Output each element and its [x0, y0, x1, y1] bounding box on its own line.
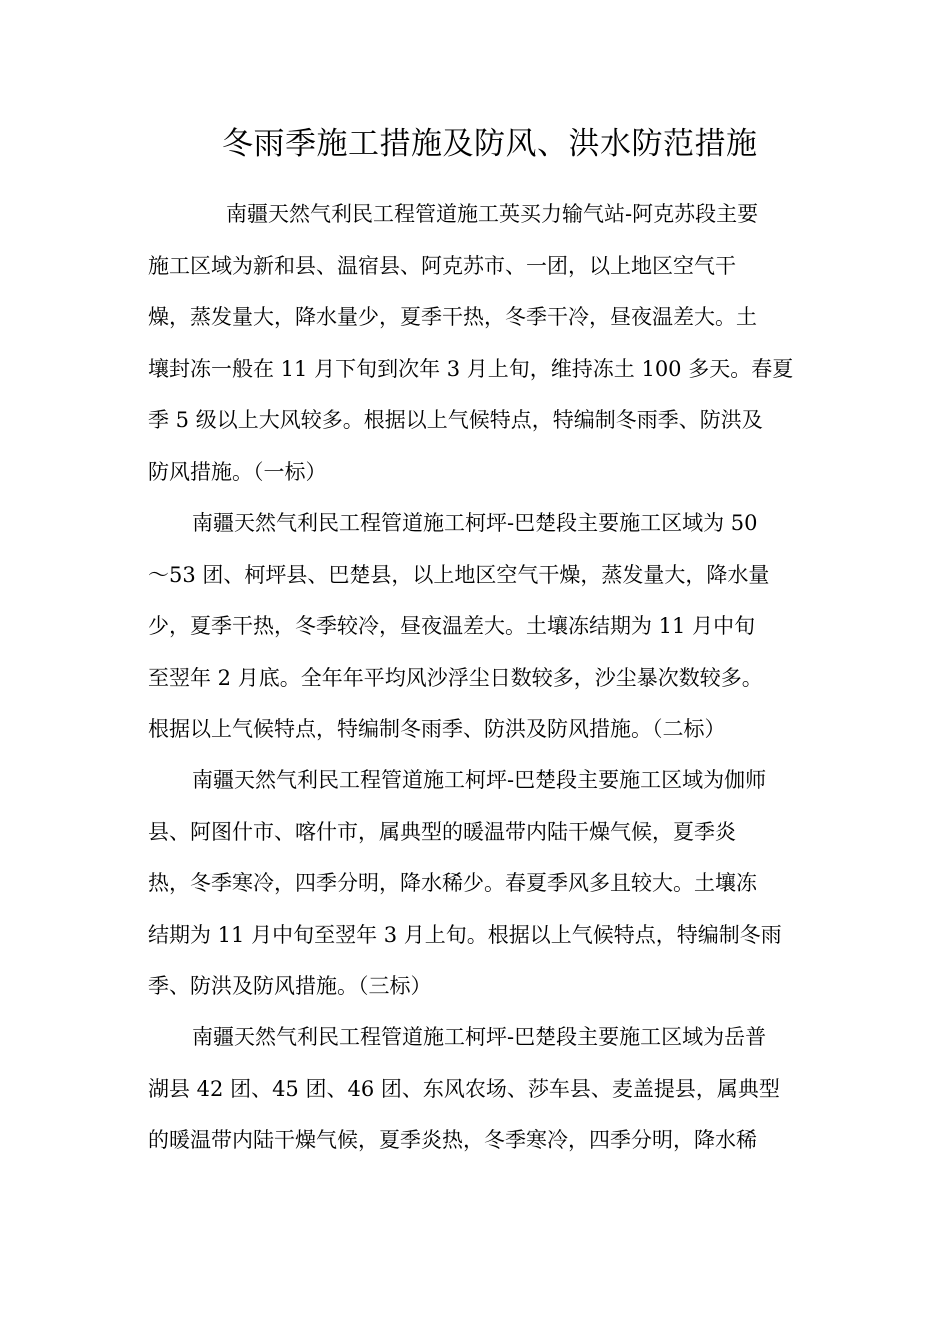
text-line: 燥，蒸发量大，降水量少，夏季干热，冬季干冷，昼夜温差大。土 [148, 305, 757, 329]
paragraph-section-4 [148, 1012, 808, 1167]
paragraph-section-1 [148, 189, 808, 498]
text-line: 湖县 42 团、45 团、46 团、东风农场、莎车县、麦盖提县，属典型 [148, 1076, 780, 1101]
text-line: 县、阿图什市、喀什市，属典型的暖温带内陆干燥气候，夏季炎 [148, 819, 736, 844]
text-line: 的暖温带内陆干燥气候，夏季炎热，冬季寒冷，四季分明，降水稀 [148, 1128, 757, 1152]
text-line: 南疆天然气利民工程管道施工柯坪-巴楚段主要施工区域为岳普 [192, 1025, 767, 1049]
text-line: 壤封冻一般在 11 月下旬到次年 3 月上旬，维持冻土 100 多天。春夏 [148, 356, 794, 381]
text-line: 季、防洪及防风措施。（三标） [148, 974, 432, 998]
text-line: 季 5 级以上大风较多。根据以上气候特点，特编制冬雨季、防洪及 [148, 408, 763, 432]
text-line: 南疆天然气利民工程管道施工英买力输气站-阿克苏段主要 [226, 202, 759, 226]
text-line: ～53 团、柯坪县、巴楚县，以上地区空气干燥，蒸发量大，降水量 [148, 562, 770, 587]
text-line: 热，冬季寒冷，四季分明，降水稀少。春夏季风多且较大。土壤冻 [148, 871, 757, 895]
text-line: 南疆天然气利民工程管道施工柯坪-巴楚段主要施工区域为伽师 [192, 768, 767, 792]
text-line: 防风措施。（一标） [148, 459, 327, 484]
text-line: 南疆天然气利民工程管道施工柯坪-巴楚段主要施工区域为 50 [192, 511, 758, 535]
paragraph-section-3 [148, 755, 808, 1013]
text-line: 至翌年 2 月底。全年年平均风沙浮尘日数较多，沙尘暴次数较多。 [148, 665, 763, 690]
text-line: 结期为 11 月中旬至翌年 3 月上旬。根据以上气候特点，特编制冬雨 [148, 922, 782, 947]
text-line: 少，夏季干热，冬季较冷，昼夜温差大。土壤冻结期为 11 月中旬 [148, 614, 756, 638]
text-line: 施工区域为新和县、温宿县、阿克苏市、一团，以上地区空气干 [148, 253, 736, 278]
paragraph-section-2 [148, 498, 808, 756]
text-line: 根据以上气候特点，特编制冬雨季、防洪及防风措施。（二标） [148, 717, 726, 741]
document-title: 冬雨季施工措施及防风、洪水防范措施 [222, 126, 758, 162]
